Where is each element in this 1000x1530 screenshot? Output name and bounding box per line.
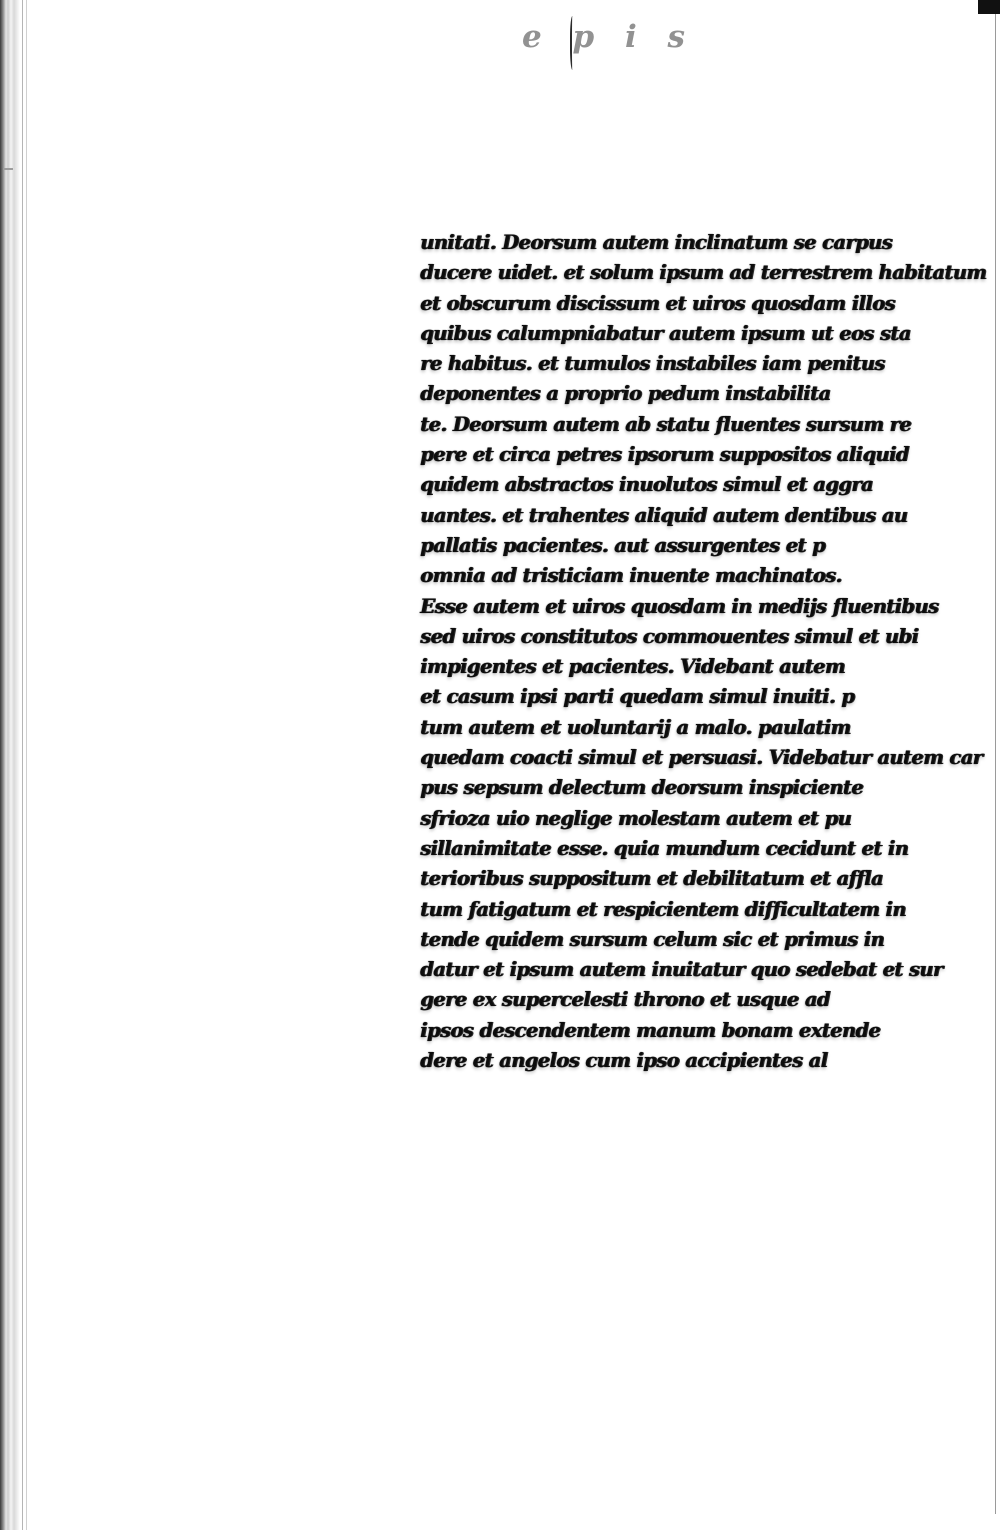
text-column (420, 228, 987, 1073)
text-line: quidem abstractos inuolutos simul et aggra (420, 473, 873, 497)
page-right-edge (995, 14, 996, 1514)
text-line: et casum ipsi parti quedam simul inuiti. p (420, 685, 855, 709)
text-line: tum autem et uoluntarij a malo. paulatim (420, 715, 851, 739)
text-line: sillanimitate esse. quia mundum cecidunt et in (420, 836, 909, 860)
margin-mark (3, 168, 13, 170)
text-line: dere et angelos cum ipso accipientes al (420, 1049, 828, 1073)
text-line: impigentes et pacientes. Videbant autem (420, 655, 845, 679)
text-line: pallatis pacientes. aut assurgentes et p (420, 533, 825, 557)
text-line: quedam coacti simul et persuasi. Videbatur autem car (420, 746, 983, 770)
text-line: sfrioza uio neglige molestam autem et pu (420, 806, 851, 830)
text-line: uantes. et trahentes aliquid autem dentibus au (420, 503, 908, 527)
text-line: ipsos descendentem manum bonam extende (420, 1018, 881, 1042)
text-line: pus sepsum delectum deorsum inspiciente (420, 776, 863, 800)
text-line: tum fatigatum et respicientem difficultatem in (420, 897, 906, 921)
text-line: gere ex supercelesti throno et usque ad (420, 988, 830, 1012)
text-line: omnia ad tristiciam inuente machinatos. (420, 564, 842, 588)
text-line: te. Deorsum autem ab statu fluentes sursum re (420, 412, 911, 436)
running-header (522, 14, 712, 60)
page-edge-line (26, 0, 27, 1530)
text-line: unitati. Deorsum autem inclinatum se carpus (420, 231, 892, 254)
running-title: e p i s (522, 19, 696, 55)
text-line: re habitus. et tumulos instabiles iam penitus (420, 352, 885, 376)
text-line: et obscurum discissum et uiros quosdam illos (420, 291, 895, 315)
page-edge-line (22, 0, 23, 1530)
text-line: terioribus suppositum et debilitatum et affla (420, 867, 883, 891)
text-line: ducere uidet. et solum ipsum ad terrestrem habitatum (420, 261, 987, 285)
text-line: deponentes a proprio pedum instabilita (420, 382, 831, 406)
text-line: tende quidem sursum celum sic et primus in (420, 927, 884, 951)
text-line: quibus calumpniabatur autem ipsum ut eos sta (420, 321, 911, 345)
book-gutter-edge (0, 0, 20, 1530)
text-line: pere et circa petres ipsorum suppositos aliquid (420, 443, 909, 467)
text-line: datur et ipsum autem inuitatur quo sedebat et sur (420, 958, 943, 982)
scan-corner-mark (978, 0, 1000, 14)
text-line: Esse autem et uiros quosdam in medijs fluentibus (420, 594, 939, 618)
text-line: sed uiros constitutos commouentes simul et ubi (420, 624, 919, 648)
